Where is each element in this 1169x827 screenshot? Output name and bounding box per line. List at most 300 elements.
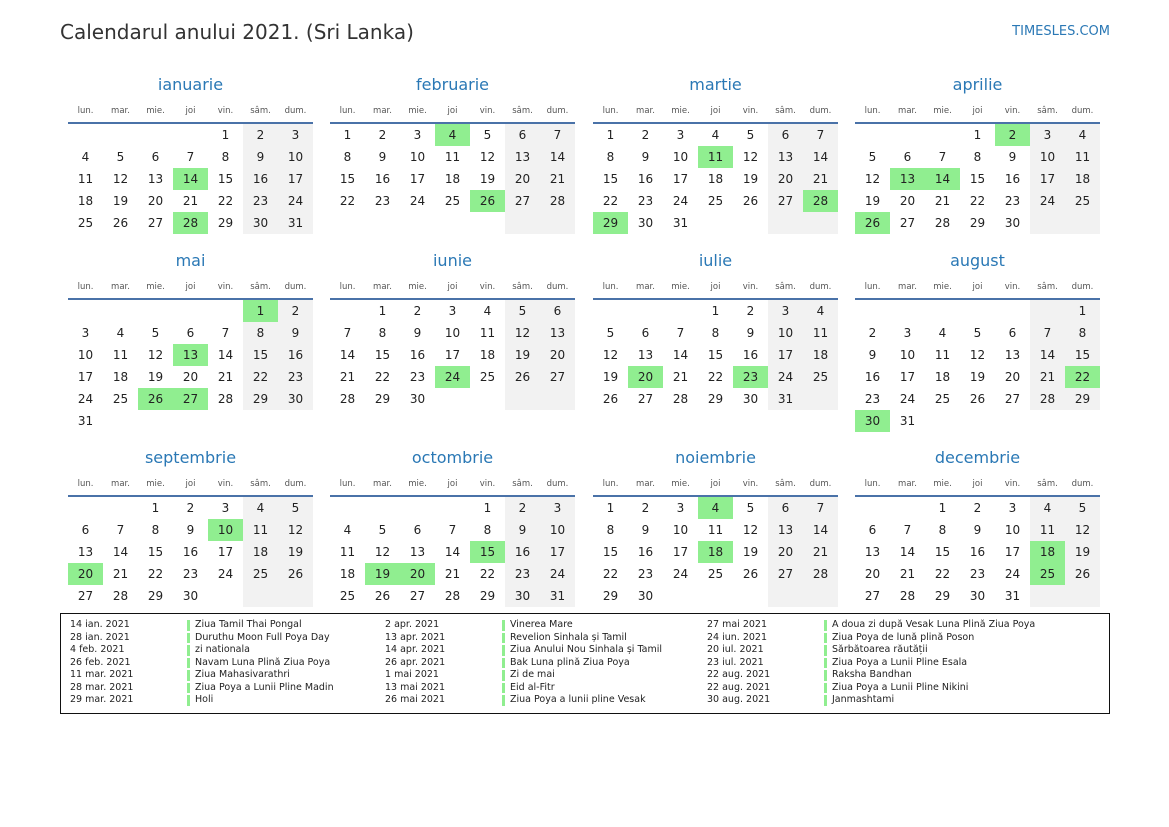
day-cell[interactable]: 3 xyxy=(221,501,230,515)
day-cell[interactable]: 16 xyxy=(637,545,654,559)
day-cell[interactable]: 13 xyxy=(549,326,566,340)
day-cell[interactable]: 4 xyxy=(256,501,265,515)
day-cell[interactable]: 12 xyxy=(479,150,496,164)
day-cell[interactable]: 8 xyxy=(343,150,352,164)
day-cell[interactable]: 25 xyxy=(479,370,496,384)
day-cell[interactable]: 24 xyxy=(1004,567,1021,581)
day-cell[interactable]: 24 xyxy=(672,194,689,208)
day-cell[interactable]: 11 xyxy=(77,172,94,186)
day-cell[interactable]: 19 xyxy=(602,370,619,384)
day-cell[interactable]: 11 xyxy=(339,545,356,559)
day-cell[interactable]: 5 xyxy=(868,150,877,164)
day-cell[interactable]: 14 xyxy=(217,348,234,362)
holiday-day[interactable]: 4 xyxy=(698,497,733,519)
day-cell[interactable]: 23 xyxy=(864,392,881,406)
day-cell[interactable]: 20 xyxy=(514,172,531,186)
day-cell[interactable]: 30 xyxy=(409,392,426,406)
day-cell[interactable]: 1 xyxy=(711,304,720,318)
holiday-day[interactable]: 14 xyxy=(925,168,960,190)
day-cell[interactable]: 3 xyxy=(1043,128,1052,142)
day-cell[interactable]: 3 xyxy=(413,128,422,142)
day-cell[interactable]: 20 xyxy=(147,194,164,208)
day-cell[interactable]: 18 xyxy=(444,172,461,186)
day-cell[interactable]: 5 xyxy=(973,326,982,340)
day-cell[interactable]: 30 xyxy=(514,589,531,603)
day-cell[interactable]: 30 xyxy=(637,589,654,603)
day-cell[interactable]: 19 xyxy=(742,545,759,559)
day-cell[interactable]: 18 xyxy=(77,194,94,208)
day-cell[interactable]: 12 xyxy=(742,523,759,537)
day-cell[interactable]: 28 xyxy=(672,392,689,406)
day-cell[interactable]: 11 xyxy=(934,348,951,362)
day-cell[interactable]: 5 xyxy=(518,304,527,318)
day-cell[interactable]: 20 xyxy=(182,370,199,384)
day-cell[interactable]: 9 xyxy=(378,150,387,164)
day-cell[interactable]: 30 xyxy=(637,216,654,230)
day-cell[interactable]: 28 xyxy=(444,589,461,603)
holiday-day[interactable]: 14 xyxy=(173,168,208,190)
day-cell[interactable]: 23 xyxy=(287,370,304,384)
day-cell[interactable]: 25 xyxy=(112,392,129,406)
day-cell[interactable]: 14 xyxy=(549,150,566,164)
day-cell[interactable]: 2 xyxy=(868,326,877,340)
day-cell[interactable]: 1 xyxy=(221,128,230,142)
day-cell[interactable]: 7 xyxy=(116,523,125,537)
day-cell[interactable]: 11 xyxy=(444,150,461,164)
day-cell[interactable]: 16 xyxy=(969,545,986,559)
day-cell[interactable]: 1 xyxy=(938,501,947,515)
day-cell[interactable]: 23 xyxy=(637,194,654,208)
day-cell[interactable]: 20 xyxy=(549,348,566,362)
holiday-day[interactable]: 4 xyxy=(435,124,470,146)
day-cell[interactable]: 8 xyxy=(606,150,615,164)
day-cell[interactable]: 28 xyxy=(112,589,129,603)
day-cell[interactable]: 7 xyxy=(343,326,352,340)
day-cell[interactable]: 31 xyxy=(77,414,94,428)
day-cell[interactable]: 31 xyxy=(672,216,689,230)
day-cell[interactable]: 11 xyxy=(1074,150,1091,164)
day-cell[interactable]: 1 xyxy=(1078,304,1087,318)
holiday-day[interactable]: 28 xyxy=(173,212,208,234)
day-cell[interactable]: 8 xyxy=(606,523,615,537)
day-cell[interactable]: 26 xyxy=(742,194,759,208)
day-cell[interactable]: 20 xyxy=(899,194,916,208)
day-cell[interactable]: 27 xyxy=(777,194,794,208)
day-cell[interactable]: 31 xyxy=(549,589,566,603)
day-cell[interactable]: 22 xyxy=(969,194,986,208)
day-cell[interactable]: 30 xyxy=(742,392,759,406)
day-cell[interactable]: 10 xyxy=(672,523,689,537)
day-cell[interactable]: 14 xyxy=(339,348,356,362)
day-cell[interactable]: 10 xyxy=(409,150,426,164)
day-cell[interactable]: 6 xyxy=(781,501,790,515)
day-cell[interactable]: 21 xyxy=(899,567,916,581)
day-cell[interactable]: 26 xyxy=(969,392,986,406)
day-cell[interactable]: 18 xyxy=(479,348,496,362)
day-cell[interactable]: 4 xyxy=(116,326,125,340)
day-cell[interactable]: 4 xyxy=(343,523,352,537)
day-cell[interactable]: 15 xyxy=(1074,348,1091,362)
day-cell[interactable]: 10 xyxy=(444,326,461,340)
day-cell[interactable]: 13 xyxy=(777,150,794,164)
day-cell[interactable]: 13 xyxy=(777,523,794,537)
day-cell[interactable]: 25 xyxy=(339,589,356,603)
day-cell[interactable]: 12 xyxy=(514,326,531,340)
day-cell[interactable]: 19 xyxy=(112,194,129,208)
day-cell[interactable]: 24 xyxy=(1039,194,1056,208)
day-cell[interactable]: 28 xyxy=(899,589,916,603)
day-cell[interactable]: 27 xyxy=(77,589,94,603)
day-cell[interactable]: 5 xyxy=(606,326,615,340)
day-cell[interactable]: 17 xyxy=(77,370,94,384)
holiday-day[interactable]: 18 xyxy=(1030,541,1065,563)
day-cell[interactable]: 26 xyxy=(1074,567,1091,581)
day-cell[interactable]: 10 xyxy=(287,150,304,164)
day-cell[interactable]: 29 xyxy=(934,589,951,603)
day-cell[interactable]: 30 xyxy=(182,589,199,603)
day-cell[interactable]: 22 xyxy=(339,194,356,208)
day-cell[interactable]: 22 xyxy=(252,370,269,384)
holiday-day[interactable]: 26 xyxy=(855,212,890,234)
day-cell[interactable]: 7 xyxy=(676,326,685,340)
day-cell[interactable]: 4 xyxy=(81,150,90,164)
day-cell[interactable]: 27 xyxy=(147,216,164,230)
day-cell[interactable]: 15 xyxy=(969,172,986,186)
day-cell[interactable]: 11 xyxy=(812,326,829,340)
day-cell[interactable]: 14 xyxy=(112,545,129,559)
day-cell[interactable]: 19 xyxy=(514,348,531,362)
day-cell[interactable]: 25 xyxy=(77,216,94,230)
day-cell[interactable]: 25 xyxy=(812,370,829,384)
day-cell[interactable]: 6 xyxy=(413,523,422,537)
holiday-day[interactable]: 24 xyxy=(435,366,470,388)
day-cell[interactable]: 29 xyxy=(479,589,496,603)
day-cell[interactable]: 9 xyxy=(256,150,265,164)
holiday-day[interactable]: 15 xyxy=(470,541,505,563)
day-cell[interactable]: 15 xyxy=(934,545,951,559)
day-cell[interactable]: 29 xyxy=(969,216,986,230)
day-cell[interactable]: 8 xyxy=(1078,326,1087,340)
day-cell[interactable]: 7 xyxy=(903,523,912,537)
day-cell[interactable]: 13 xyxy=(637,348,654,362)
day-cell[interactable]: 3 xyxy=(291,128,300,142)
day-cell[interactable]: 10 xyxy=(1039,150,1056,164)
day-cell[interactable]: 27 xyxy=(899,216,916,230)
day-cell[interactable]: 17 xyxy=(409,172,426,186)
day-cell[interactable]: 2 xyxy=(973,501,982,515)
day-cell[interactable]: 30 xyxy=(287,392,304,406)
day-cell[interactable]: 14 xyxy=(812,150,829,164)
day-cell[interactable]: 17 xyxy=(1039,172,1056,186)
day-cell[interactable]: 7 xyxy=(221,326,230,340)
day-cell[interactable]: 15 xyxy=(252,348,269,362)
holiday-day[interactable]: 11 xyxy=(698,146,733,168)
day-cell[interactable]: 29 xyxy=(1074,392,1091,406)
day-cell[interactable]: 19 xyxy=(864,194,881,208)
day-cell[interactable]: 3 xyxy=(553,501,562,515)
day-cell[interactable]: 12 xyxy=(864,172,881,186)
day-cell[interactable]: 6 xyxy=(868,523,877,537)
day-cell[interactable]: 16 xyxy=(864,370,881,384)
day-cell[interactable]: 17 xyxy=(672,172,689,186)
day-cell[interactable]: 12 xyxy=(112,172,129,186)
day-cell[interactable]: 10 xyxy=(1004,523,1021,537)
day-cell[interactable]: 27 xyxy=(514,194,531,208)
day-cell[interactable]: 17 xyxy=(549,545,566,559)
day-cell[interactable]: 16 xyxy=(637,172,654,186)
day-cell[interactable]: 8 xyxy=(938,523,947,537)
day-cell[interactable]: 9 xyxy=(973,523,982,537)
day-cell[interactable]: 7 xyxy=(1043,326,1052,340)
day-cell[interactable]: 21 xyxy=(549,172,566,186)
day-cell[interactable]: 17 xyxy=(444,348,461,362)
day-cell[interactable]: 5 xyxy=(151,326,160,340)
day-cell[interactable]: 1 xyxy=(343,128,352,142)
day-cell[interactable]: 23 xyxy=(409,370,426,384)
day-cell[interactable]: 14 xyxy=(812,523,829,537)
day-cell[interactable]: 23 xyxy=(182,567,199,581)
holiday-day[interactable]: 26 xyxy=(470,190,505,212)
day-cell[interactable]: 19 xyxy=(479,172,496,186)
day-cell[interactable]: 28 xyxy=(339,392,356,406)
day-cell[interactable]: 31 xyxy=(899,414,916,428)
day-cell[interactable]: 18 xyxy=(812,348,829,362)
day-cell[interactable]: 5 xyxy=(746,128,755,142)
day-cell[interactable]: 27 xyxy=(549,370,566,384)
day-cell[interactable]: 27 xyxy=(1004,392,1021,406)
day-cell[interactable]: 24 xyxy=(777,370,794,384)
day-cell[interactable]: 20 xyxy=(1004,370,1021,384)
day-cell[interactable]: 9 xyxy=(413,326,422,340)
day-cell[interactable]: 8 xyxy=(711,326,720,340)
day-cell[interactable]: 11 xyxy=(252,523,269,537)
day-cell[interactable]: 23 xyxy=(514,567,531,581)
day-cell[interactable]: 7 xyxy=(553,128,562,142)
day-cell[interactable]: 13 xyxy=(77,545,94,559)
day-cell[interactable]: 29 xyxy=(147,589,164,603)
day-cell[interactable]: 23 xyxy=(637,567,654,581)
day-cell[interactable]: 27 xyxy=(409,589,426,603)
day-cell[interactable]: 19 xyxy=(147,370,164,384)
day-cell[interactable]: 17 xyxy=(899,370,916,384)
day-cell[interactable]: 12 xyxy=(287,523,304,537)
day-cell[interactable]: 7 xyxy=(186,150,195,164)
holiday-day[interactable]: 27 xyxy=(173,388,208,410)
day-cell[interactable]: 4 xyxy=(483,304,492,318)
day-cell[interactable]: 9 xyxy=(291,326,300,340)
day-cell[interactable]: 6 xyxy=(903,150,912,164)
day-cell[interactable]: 4 xyxy=(711,128,720,142)
day-cell[interactable]: 15 xyxy=(602,545,619,559)
day-cell[interactable]: 17 xyxy=(217,545,234,559)
day-cell[interactable]: 9 xyxy=(641,150,650,164)
day-cell[interactable]: 6 xyxy=(781,128,790,142)
day-cell[interactable]: 23 xyxy=(252,194,269,208)
day-cell[interactable]: 11 xyxy=(707,523,724,537)
day-cell[interactable]: 1 xyxy=(378,304,387,318)
day-cell[interactable]: 9 xyxy=(746,326,755,340)
day-cell[interactable]: 10 xyxy=(549,523,566,537)
day-cell[interactable]: 22 xyxy=(602,194,619,208)
day-cell[interactable]: 8 xyxy=(378,326,387,340)
day-cell[interactable]: 12 xyxy=(1074,523,1091,537)
holiday-day[interactable]: 13 xyxy=(173,344,208,366)
day-cell[interactable]: 10 xyxy=(899,348,916,362)
day-cell[interactable]: 23 xyxy=(374,194,391,208)
day-cell[interactable]: 26 xyxy=(287,567,304,581)
day-cell[interactable]: 6 xyxy=(81,523,90,537)
day-cell[interactable]: 16 xyxy=(252,172,269,186)
day-cell[interactable]: 14 xyxy=(672,348,689,362)
day-cell[interactable]: 19 xyxy=(742,172,759,186)
day-cell[interactable]: 17 xyxy=(672,545,689,559)
day-cell[interactable]: 26 xyxy=(742,567,759,581)
day-cell[interactable]: 3 xyxy=(676,501,685,515)
day-cell[interactable]: 1 xyxy=(973,128,982,142)
day-cell[interactable]: 19 xyxy=(287,545,304,559)
day-cell[interactable]: 16 xyxy=(182,545,199,559)
day-cell[interactable]: 5 xyxy=(1078,501,1087,515)
day-cell[interactable]: 16 xyxy=(742,348,759,362)
day-cell[interactable]: 12 xyxy=(602,348,619,362)
day-cell[interactable]: 12 xyxy=(742,150,759,164)
holiday-day[interactable]: 20 xyxy=(68,563,103,585)
day-cell[interactable]: 28 xyxy=(217,392,234,406)
holiday-day[interactable]: 13 xyxy=(890,168,925,190)
day-cell[interactable]: 1 xyxy=(606,501,615,515)
day-cell[interactable]: 18 xyxy=(934,370,951,384)
day-cell[interactable]: 22 xyxy=(147,567,164,581)
day-cell[interactable]: 2 xyxy=(291,304,300,318)
day-cell[interactable]: 21 xyxy=(339,370,356,384)
day-cell[interactable]: 15 xyxy=(602,172,619,186)
day-cell[interactable]: 24 xyxy=(217,567,234,581)
day-cell[interactable]: 7 xyxy=(938,150,947,164)
day-cell[interactable]: 16 xyxy=(287,348,304,362)
day-cell[interactable]: 18 xyxy=(112,370,129,384)
day-cell[interactable]: 8 xyxy=(256,326,265,340)
day-cell[interactable]: 17 xyxy=(1004,545,1021,559)
day-cell[interactable]: 9 xyxy=(518,523,527,537)
day-cell[interactable]: 20 xyxy=(864,567,881,581)
day-cell[interactable]: 4 xyxy=(1078,128,1087,142)
day-cell[interactable]: 24 xyxy=(77,392,94,406)
day-cell[interactable]: 24 xyxy=(287,194,304,208)
day-cell[interactable]: 29 xyxy=(602,589,619,603)
day-cell[interactable]: 25 xyxy=(252,567,269,581)
day-cell[interactable]: 23 xyxy=(1004,194,1021,208)
day-cell[interactable]: 7 xyxy=(448,523,457,537)
day-cell[interactable]: 3 xyxy=(448,304,457,318)
day-cell[interactable]: 3 xyxy=(81,326,90,340)
day-cell[interactable]: 22 xyxy=(217,194,234,208)
day-cell[interactable]: 31 xyxy=(1004,589,1021,603)
day-cell[interactable]: 18 xyxy=(339,567,356,581)
day-cell[interactable]: 2 xyxy=(746,304,755,318)
day-cell[interactable]: 15 xyxy=(339,172,356,186)
day-cell[interactable]: 20 xyxy=(777,545,794,559)
day-cell[interactable]: 8 xyxy=(151,523,160,537)
day-cell[interactable]: 13 xyxy=(864,545,881,559)
day-cell[interactable]: 2 xyxy=(186,501,195,515)
day-cell[interactable]: 31 xyxy=(777,392,794,406)
day-cell[interactable]: 8 xyxy=(483,523,492,537)
day-cell[interactable]: 2 xyxy=(518,501,527,515)
holiday-day[interactable]: 19 xyxy=(365,563,400,585)
day-cell[interactable]: 6 xyxy=(553,304,562,318)
day-cell[interactable]: 21 xyxy=(112,567,129,581)
day-cell[interactable]: 30 xyxy=(252,216,269,230)
day-cell[interactable]: 24 xyxy=(409,194,426,208)
day-cell[interactable]: 29 xyxy=(217,216,234,230)
day-cell[interactable]: 21 xyxy=(812,172,829,186)
day-cell[interactable]: 25 xyxy=(934,392,951,406)
day-cell[interactable]: 21 xyxy=(812,545,829,559)
day-cell[interactable]: 13 xyxy=(514,150,531,164)
day-cell[interactable]: 14 xyxy=(899,545,916,559)
day-cell[interactable]: 24 xyxy=(899,392,916,406)
day-cell[interactable]: 12 xyxy=(969,348,986,362)
holiday-day[interactable]: 30 xyxy=(855,410,890,432)
day-cell[interactable]: 11 xyxy=(112,348,129,362)
day-cell[interactable]: 9 xyxy=(868,348,877,362)
day-cell[interactable]: 19 xyxy=(1074,545,1091,559)
day-cell[interactable]: 16 xyxy=(409,348,426,362)
day-cell[interactable]: 1 xyxy=(151,501,160,515)
day-cell[interactable]: 22 xyxy=(707,370,724,384)
day-cell[interactable]: 14 xyxy=(444,545,461,559)
holiday-day[interactable]: 26 xyxy=(138,388,173,410)
day-cell[interactable]: 25 xyxy=(707,567,724,581)
holiday-day[interactable]: 10 xyxy=(208,519,243,541)
day-cell[interactable]: 29 xyxy=(252,392,269,406)
day-cell[interactable]: 15 xyxy=(707,348,724,362)
day-cell[interactable]: 26 xyxy=(112,216,129,230)
day-cell[interactable]: 27 xyxy=(637,392,654,406)
day-cell[interactable]: 5 xyxy=(746,501,755,515)
day-cell[interactable]: 10 xyxy=(777,326,794,340)
day-cell[interactable]: 29 xyxy=(374,392,391,406)
day-cell[interactable]: 21 xyxy=(444,567,461,581)
day-cell[interactable]: 2 xyxy=(413,304,422,318)
day-cell[interactable]: 16 xyxy=(1004,172,1021,186)
day-cell[interactable]: 9 xyxy=(186,523,195,537)
holiday-day[interactable]: 18 xyxy=(698,541,733,563)
day-cell[interactable]: 13 xyxy=(1004,348,1021,362)
day-cell[interactable]: 7 xyxy=(816,128,825,142)
day-cell[interactable]: 12 xyxy=(147,348,164,362)
day-cell[interactable]: 22 xyxy=(374,370,391,384)
day-cell[interactable]: 16 xyxy=(514,545,531,559)
day-cell[interactable]: 6 xyxy=(151,150,160,164)
day-cell[interactable]: 9 xyxy=(641,523,650,537)
day-cell[interactable]: 7 xyxy=(816,501,825,515)
day-cell[interactable]: 24 xyxy=(672,567,689,581)
day-cell[interactable]: 6 xyxy=(186,326,195,340)
day-cell[interactable]: 19 xyxy=(969,370,986,384)
day-cell[interactable]: 25 xyxy=(707,194,724,208)
holiday-day[interactable]: 20 xyxy=(628,366,663,388)
day-cell[interactable]: 16 xyxy=(374,172,391,186)
day-cell[interactable]: 28 xyxy=(549,194,566,208)
day-cell[interactable]: 26 xyxy=(374,589,391,603)
site-link[interactable]: TIMESLES.COM xyxy=(1012,24,1110,39)
day-cell[interactable]: 20 xyxy=(777,172,794,186)
day-cell[interactable]: 6 xyxy=(641,326,650,340)
day-cell[interactable]: 13 xyxy=(147,172,164,186)
day-cell[interactable]: 30 xyxy=(969,589,986,603)
day-cell[interactable]: 21 xyxy=(182,194,199,208)
